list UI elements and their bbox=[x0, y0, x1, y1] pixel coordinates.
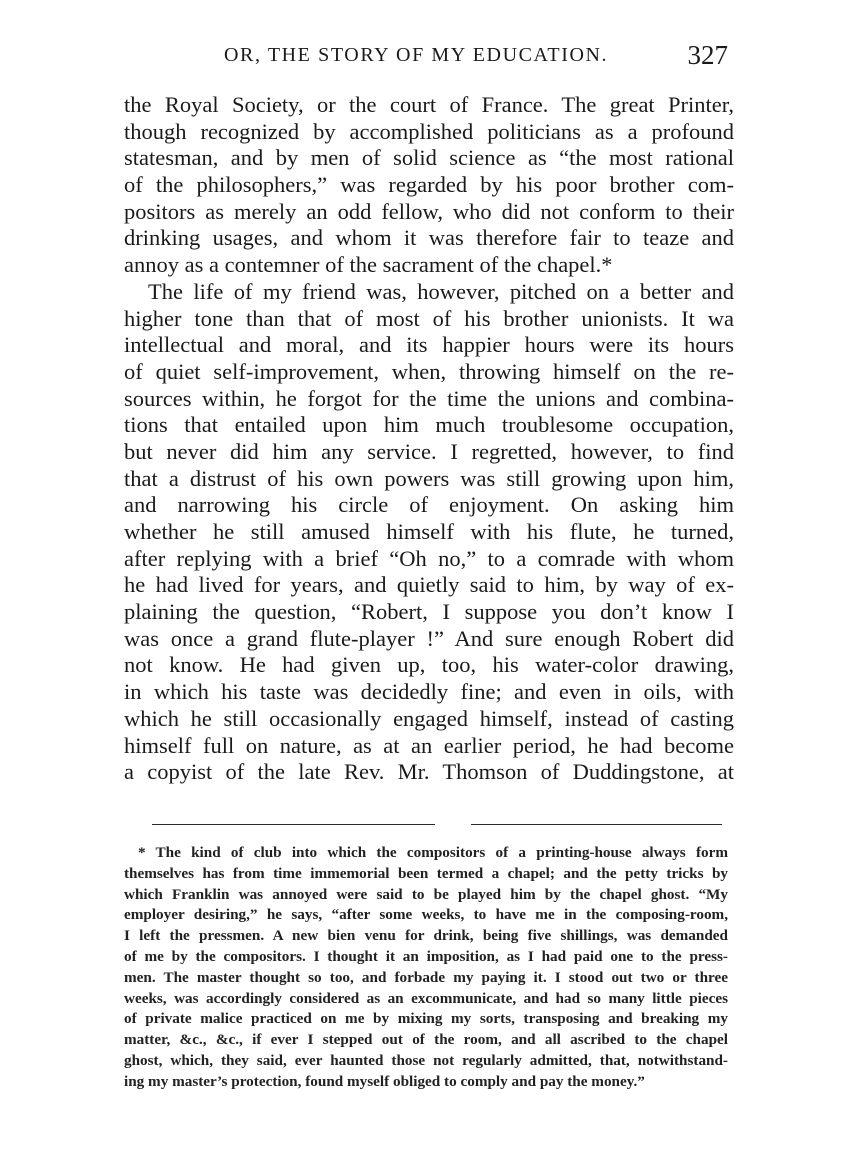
footnote-line: employer desiring,” he says, “after some weeks, to have me in the composing-room, bbox=[124, 906, 728, 924]
text-line: higher tone than that of most of his brother unionists. It wa bbox=[124, 305, 734, 331]
footnote bbox=[124, 843, 728, 1093]
footnote-line: weeks, was accordingly considered as an excommunicate, and had so many little pieces bbox=[124, 989, 728, 1007]
text-line: though recognized by accomplished politicians as a profound bbox=[124, 118, 734, 144]
text-line: that a distrust of his own powers was still growing upon him, bbox=[124, 465, 734, 491]
page-number: 327 bbox=[687, 40, 728, 70]
text-line: annoy as a contemner of the sacrament of the chapel.* bbox=[124, 252, 613, 278]
text-line: whether he still amused himself with his flute, he turned, bbox=[124, 519, 734, 544]
paragraph-start-line: The life of my friend was, however, pitched on a better and bbox=[148, 278, 734, 304]
footnote-line: matter, &c., &c., if ever I stepped out of the room, and all ascribed to the chapel bbox=[124, 1031, 728, 1049]
text-line: not know. He had given up, too, his water-color drawing, bbox=[124, 652, 734, 678]
footnote-line: men. The master thought so too, and forbade my paying it. I stood out two or three bbox=[124, 968, 728, 986]
text-line: he had lived for years, and quietly said to him, by way of ex- bbox=[124, 572, 734, 598]
footnote-rule-left bbox=[152, 824, 435, 825]
text-line: of the philosophers,” was regarded by his poor brother com- bbox=[124, 172, 734, 198]
text-line: intellectual and moral, and its happier hours were its hours bbox=[124, 332, 734, 358]
text-line: positors as merely an odd fellow, who did not conform to their bbox=[124, 198, 734, 224]
text-line: was once a grand flute-player !” And sure enough Robert did bbox=[124, 625, 734, 651]
text-line: of quiet self-improvement, when, throwing himself on the re- bbox=[124, 358, 734, 384]
text-line: drinking usages, and whom it was therefore fair to teaze and bbox=[124, 225, 734, 251]
text-line: which he still occasionally engaged himself, instead of casting bbox=[124, 705, 734, 731]
text-line: a copyist of the late Rev. Mr. Thomson of Duddingstone, at bbox=[124, 759, 734, 785]
footnote-line: themselves has from time immemorial been termed a chapel; and the petty tricks by bbox=[124, 864, 728, 882]
footnote-line: which Franklin was annoyed were said to be played him by the chapel ghost. “My bbox=[124, 885, 728, 903]
footnote-line: * The kind of club into which the compositors of a printing-house always form bbox=[138, 844, 728, 861]
text-line: himself full on nature, as at an earlier period, he had become bbox=[124, 732, 734, 758]
text-line: sources within, he forgot for the time the unions and combina- bbox=[124, 385, 734, 411]
footnote-line: ghost, which, they said, ever haunted those not regularly admitted, that, notwithstand- bbox=[124, 1051, 728, 1069]
text-line: and narrowing his circle of enjoyment. On asking him bbox=[124, 492, 734, 518]
footnote-rule-right bbox=[471, 824, 722, 825]
text-line: the Royal Society, or the court of France. The great Printer, bbox=[124, 92, 734, 117]
footnote-separator bbox=[124, 824, 722, 826]
text-line: statesman, and by men of solid science as “the most rational bbox=[124, 145, 734, 171]
footnote-line: of me by the compositors. I thought it an imposition, as I had paid one to the press- bbox=[124, 947, 728, 965]
text-line: after replying with a brief “Oh no,” to a comrade with whom bbox=[124, 545, 734, 571]
footnote-line: I left the pressmen. A new bien venu for drink, being five shillings, was demanded bbox=[124, 927, 728, 945]
running-head bbox=[124, 40, 734, 74]
text-line: in which his taste was decidedly fine; and even in oils, with bbox=[124, 679, 734, 705]
footnote-line: ing my master’s protection, found myself obliged to comply and pay the money.” bbox=[124, 1072, 645, 1090]
text-line: plaining the question, “Robert, I suppose you don’t know I bbox=[124, 599, 734, 625]
body-text bbox=[124, 92, 734, 786]
text-line: tions that entailed upon him much troublesome occupation, bbox=[124, 412, 734, 438]
running-title: OR, THE STORY OF MY EDUCATION. bbox=[224, 44, 609, 66]
footnote-line: of private malice practiced on me by mixing my sorts, transposing and breaking my bbox=[124, 1010, 728, 1028]
text-line: but never did him any service. I regretted, however, to find bbox=[124, 438, 734, 464]
